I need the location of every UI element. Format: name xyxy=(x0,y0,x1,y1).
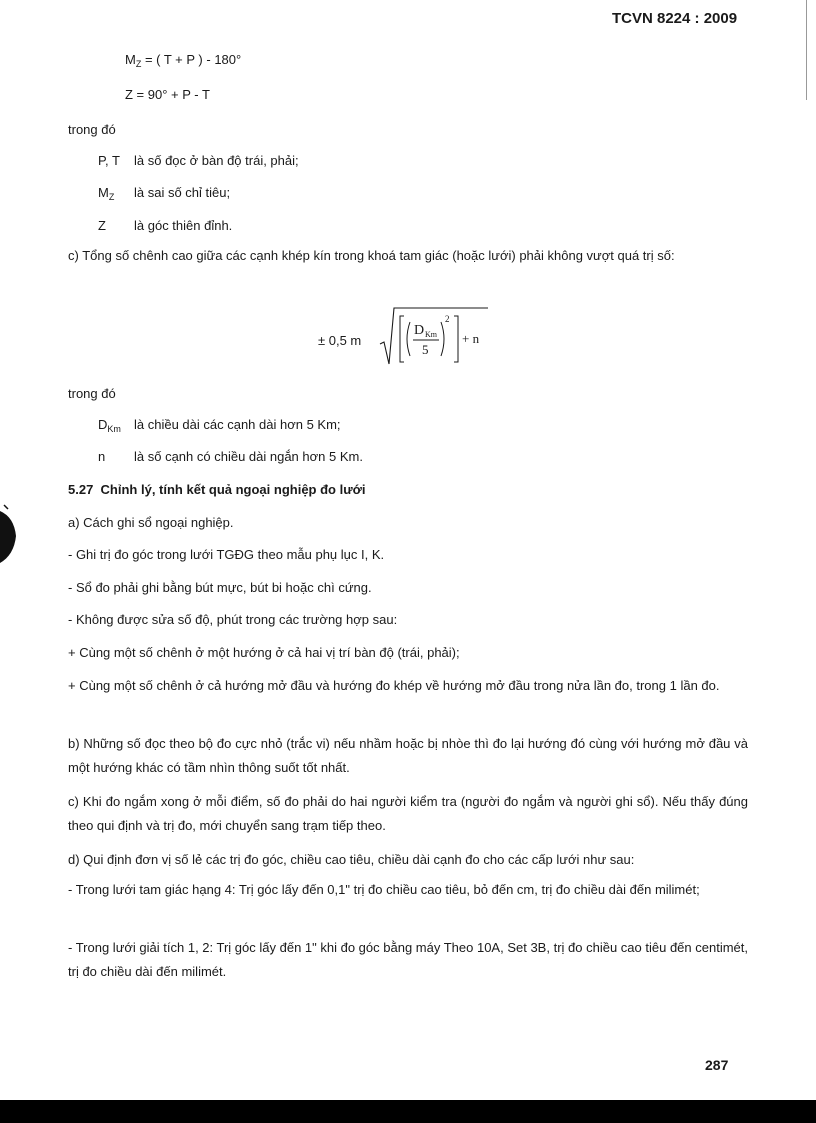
body-paragraph: - Trong lưới tam giác hạng 4: Trị góc lấy đến 0,1" trị đo chiều cao tiêu, bỏ đến cm, trị đo chiều dài đến milimét; xyxy=(68,882,700,897)
left-paren xyxy=(407,322,410,356)
body-line: - Không được sửa số độ, phút trong các trường hợp sau: xyxy=(68,612,398,627)
where2-desc: là số cạnh có chiều dài ngắn hơn 5 Km. xyxy=(134,449,363,464)
paragraph-c-limit: c) Tổng số chênh cao giữa các cạnh khép kín trong khoá tam giác (hoặc lưới) phải không vượt quá trị số: xyxy=(68,248,675,263)
scan-bottom-border xyxy=(0,1100,816,1123)
fraction-numerator: D xyxy=(414,323,425,338)
section-heading xyxy=(68,481,365,499)
body-line: a) Cách ghi sổ ngoại nghiệp. xyxy=(68,515,234,530)
fraction-denominator: 5 xyxy=(422,342,429,357)
where1-symbol: Z xyxy=(98,218,106,233)
body-paragraph: - Trong lưới giải tích 1, 2: Trị góc lấy đến 1" khi đo góc bằng máy Theo 10A, Set 3B, trị đo chiều cao tiêu đến centimét, trị đo chiều dài đến milimét. xyxy=(68,940,748,979)
formula-z: Z = 90° + P - T xyxy=(125,87,210,102)
closure-formula xyxy=(318,300,518,370)
body-line: + Cùng một số chênh ở một hướng ở cả hai vị trí bàn độ (trái, phải); xyxy=(68,645,460,660)
formula-mz xyxy=(125,51,241,70)
standard-code: TCVN 8224 : 2009 xyxy=(612,10,738,27)
formula-mz-symbol: M xyxy=(125,52,136,67)
body-line: - Ghi trị đo góc trong lưới TGĐG theo mẫu phụ lục I, K. xyxy=(68,547,385,562)
formula-exponent: 2 xyxy=(445,314,450,324)
body-line: - Sổ đo phải ghi bằng bút mực, bút bi hoặc chì cứng. xyxy=(68,580,372,595)
section-number: 5.27 xyxy=(68,482,94,497)
right-bracket xyxy=(454,316,458,362)
where-label-1: trong đó xyxy=(68,122,116,137)
left-bracket xyxy=(400,316,404,362)
body-paragraph: c) Khi đo ngắm xong ở mỗi điểm, số đo phải do hai người kiểm tra (người đo ngắm và người ghi sổ). Nếu thấy đúng theo qui định và trị đo, mới chuyển sang trạm tiếp theo. xyxy=(68,794,748,833)
scan-edge-mark xyxy=(806,0,807,100)
formula-mz-subscript: Z xyxy=(135,59,142,69)
formula-prefix: ± 0,5 m xyxy=(318,333,362,348)
section-title: Chỉnh lý, tính kết quả ngoại nghiệp đo lưới xyxy=(100,482,366,497)
where2-desc: là chiều dài các cạnh dài hơn 5 Km; xyxy=(134,417,341,432)
where1-symbol: P, T xyxy=(98,153,120,168)
where1-symbol: $M_Z$ xyxy=(98,185,115,202)
right-paren xyxy=(441,322,444,356)
body-paragraph: + Cùng một số chênh ở cả hướng mở đầu và hướng đo khép về hướng mở đầu trong nửa lần đo, trong 1 lần đo. xyxy=(68,678,720,693)
closure-formula-svg xyxy=(318,300,518,370)
where-label-2: trong đó xyxy=(68,386,116,401)
where1-desc: là sai số chỉ tiêu; xyxy=(134,185,231,200)
where2-symbol: $D_{Km}$ xyxy=(98,417,121,434)
fraction-numerator-subscript: Km xyxy=(425,330,437,339)
where2-symbol: n xyxy=(98,449,106,464)
formula-mz-rhs: = ( T + P ) - 180° xyxy=(141,52,242,67)
body-paragraph: b) Những số đọc theo bộ đo cực nhỏ (trắc vi) nếu nhầm hoặc bị nhòe thì đo lại hướng đó cùng với hướng mở đầu và một hướng khác có tầm nhìn thông suốt tốt nhất. xyxy=(68,736,748,775)
where1-desc: là số đọc ở bàn độ trái, phải; xyxy=(134,153,299,168)
page-number: 287 xyxy=(705,1057,729,1073)
where1-desc: là góc thiên đỉnh. xyxy=(134,218,233,233)
body-paragraph: d) Qui định đơn vị số lẻ các trị đo góc, chiều cao tiêu, chiều dài cạnh đo cho các cấp lưới như sau: xyxy=(68,852,635,867)
binder-hole-mark xyxy=(0,503,20,569)
formula-suffix: + n xyxy=(462,331,480,346)
